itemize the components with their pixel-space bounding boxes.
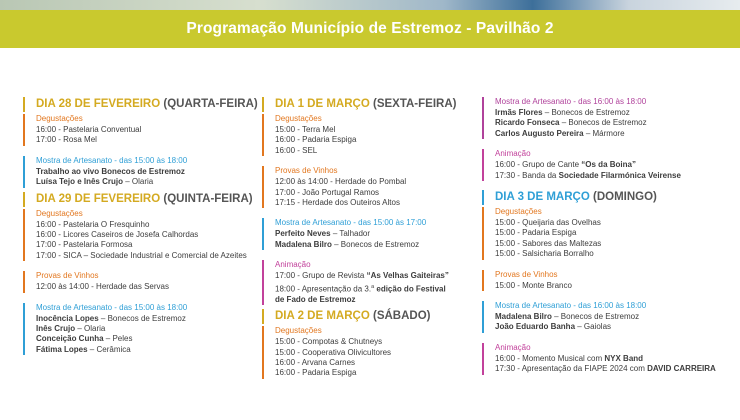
degustacoes-section xyxy=(262,114,487,156)
list-item: 15:00 - Queijaria das Ovelhas xyxy=(495,218,601,228)
list-item: 15:00 - Terra Mel xyxy=(275,125,336,134)
list-item: 16:00 - Momento Musical com NYX Band xyxy=(495,353,644,363)
mostra-section xyxy=(482,97,732,139)
section-title: Degustações xyxy=(36,208,83,218)
provas-vinhos-section xyxy=(262,166,487,208)
section-title: Degustações xyxy=(275,114,322,123)
list-item: Inês Crujo – Olaria xyxy=(36,324,106,334)
list-item: João Eduardo Banha – Gaiolas xyxy=(495,322,612,332)
list-item: 17:00 - Pastelaria Formosa xyxy=(36,240,133,250)
top-photo-strip xyxy=(0,0,740,10)
column-2 xyxy=(262,97,487,389)
animacao-section xyxy=(482,149,732,181)
list-item: 15:00 - Sabores das Maltezas xyxy=(495,238,602,248)
list-item: Madalena Bilro – Bonecos de Estremoz xyxy=(275,239,420,249)
section-title: Mostra de Artesanato - das 15:00 às 18:00 xyxy=(36,302,188,312)
day-block-2-mar xyxy=(262,309,487,324)
degustacoes-section xyxy=(23,114,258,146)
list-item: 17:00 - João Portugal Ramos xyxy=(275,187,380,197)
list-item: Madalena Bilro – Bonecos de Estremoz xyxy=(495,312,640,322)
mostra-section xyxy=(23,303,258,356)
list-item: 16:00 - SEL xyxy=(275,145,318,155)
day-block-28-fev xyxy=(23,97,258,112)
mostra-section xyxy=(23,156,258,188)
day-block-3-mar xyxy=(482,190,732,205)
list-item: 12:00 às 14:00 - Herdade das Servas xyxy=(36,282,169,292)
list-item: 16:00 - Arvana Carnes xyxy=(275,357,356,367)
page-title: Programação Município de Estremoz - Pavilhão 2 xyxy=(186,20,554,37)
animacao-section xyxy=(262,260,487,305)
provas-vinhos-section xyxy=(23,271,258,292)
day-heading: DIA 2 DE MARÇO (SÁBADO) xyxy=(275,310,431,323)
list-item: Perfeito Neves – Talhador xyxy=(275,229,371,239)
list-item: 17:00 - Rosa Mel xyxy=(36,135,97,145)
list-item: Trabalho ao vivo Bonecos de Estremoz xyxy=(36,166,185,176)
list-item: Irmãs Flores – Bonecos de Estremoz xyxy=(495,108,630,117)
section-title: Mostra de Artesanato - das 16:00 às 18:00 xyxy=(495,301,647,311)
list-item: 15:00 - Padaria Espiga xyxy=(495,228,577,238)
day-block-1-mar xyxy=(262,97,487,112)
section-title: Degustações xyxy=(495,207,542,217)
day-heading: DIA 28 DE FEVEREIRO (QUARTA-FEIRA) xyxy=(36,98,258,110)
section-title: Animação xyxy=(275,260,311,270)
day-heading: DIA 1 DE MARÇO (SEXTA-FEIRA) xyxy=(275,98,457,110)
list-item: Carlos Augusto Pereira – Mármore xyxy=(495,128,625,138)
column-1 xyxy=(23,97,258,365)
list-item: Fátima Lopes – Cerâmica xyxy=(36,344,131,354)
list-item: 16:00 - Pastelaria O Fresquinho xyxy=(36,219,150,229)
column-3 xyxy=(482,97,732,385)
list-item: 17:00 - Grupo de Revista “As Velhas Gaiteiras” xyxy=(275,271,449,281)
provas-vinhos-section xyxy=(482,270,732,291)
day-block-29-fev xyxy=(23,192,258,207)
list-item: 16:00 - Licores Caseiros de Josefa Calhordas xyxy=(36,230,199,240)
section-title: Animação xyxy=(495,342,531,352)
degustacoes-section xyxy=(482,207,732,260)
section-title: Mostra de Artesanato - das 16:00 às 18:00 xyxy=(495,97,647,106)
list-item: 15:00 - Monte Branco xyxy=(495,280,572,290)
list-item: 17:15 - Herdade dos Outeiros Altos xyxy=(275,198,400,208)
header-band xyxy=(0,10,740,48)
animacao-section xyxy=(482,343,732,375)
section-title: Animação xyxy=(495,149,531,159)
list-item: Inocência Lopes – Bonecos de Estremoz xyxy=(36,313,186,323)
list-item: 16:00 - Grupo de Cante “Os da Boina” xyxy=(495,160,636,170)
day-heading: DIA 3 DE MARÇO (DOMINGO) xyxy=(495,191,657,204)
section-title: Provas de Vinhos xyxy=(275,166,338,176)
list-item: 16:00 - Pastelaria Conventual xyxy=(36,125,142,134)
list-item: 16:00 - Padaria Espiga xyxy=(275,368,357,378)
list-item: 16:00 - Padaria Espiga xyxy=(275,135,357,145)
list-item: 17:30 - Apresentação da FIAPE 2024 com DAVID CARREIRA xyxy=(495,364,716,374)
section-title: Mostra de Artesanato - das 15:00 às 17:00 xyxy=(275,218,427,228)
list-item: Luísa Tejo e Inês Crujo – Olaria xyxy=(36,177,154,187)
list-item: Ricardo Fonseca – Bonecos de Estremoz xyxy=(495,118,647,128)
section-title: Mostra de Artesanato - das 15:00 às 18:00 xyxy=(36,155,188,165)
degustacoes-section xyxy=(23,209,258,262)
list-item: 18:00 - Apresentação da 3.$^a$ edição do Festival xyxy=(275,283,446,294)
list-item: 15:00 - Cooperativa Olivicultores xyxy=(275,347,392,357)
list-item: de Fado de Estremoz xyxy=(275,294,356,304)
degustacoes-section xyxy=(262,326,487,379)
mostra-section xyxy=(262,218,487,250)
list-item: 17:00 - SICA – Sociedade Industrial e Comercial de Azeites xyxy=(36,250,247,260)
section-title: Provas de Vinhos xyxy=(36,271,99,281)
day-heading: DIA 29 DE FEVEREIRO (QUINTA-FEIRA) xyxy=(36,192,253,205)
mostra-section xyxy=(482,301,732,333)
section-title: Degustações xyxy=(275,326,322,336)
list-item: 15:00 - Salsicharia Borralho xyxy=(495,249,594,259)
section-title: Provas de Vinhos xyxy=(495,269,558,279)
list-item: 15:00 - Compotas & Chutneys xyxy=(275,337,383,347)
section-title: Degustações xyxy=(36,114,83,123)
list-item: Conceição Cunha – Peles xyxy=(36,334,133,344)
list-item: 12:00 às 14:00 - Herdade do Pombal xyxy=(275,177,407,187)
list-item: 17:30 - Banda da Sociedade Filarmónica Veirense xyxy=(495,170,681,180)
